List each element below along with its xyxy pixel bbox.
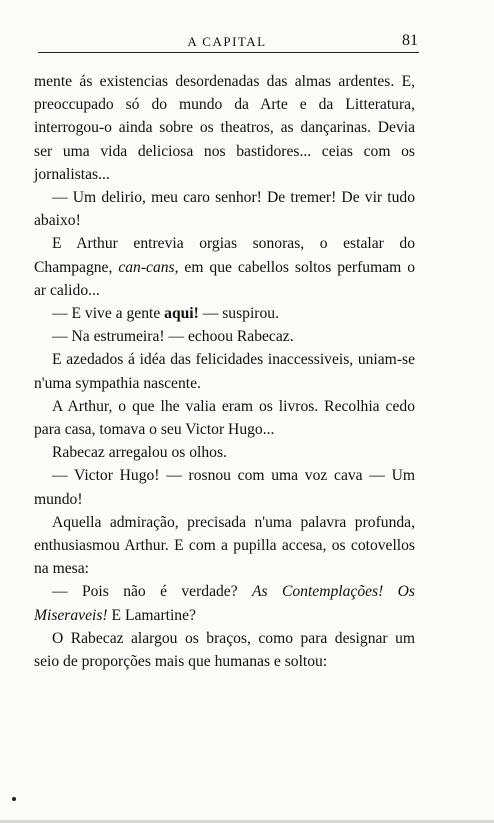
paragraph-text: — Pois não é verdade? xyxy=(52,583,252,601)
paragraph-text: E Arthur entrevia orgias sonoras, o estalar do Champagne, xyxy=(34,235,415,276)
paragraph xyxy=(34,232,415,302)
italic-phrase: can-cans xyxy=(118,258,175,276)
paragraph xyxy=(34,441,415,464)
italic-phrase: As Contemplações! Os Miseraveis! xyxy=(34,583,415,624)
paragraph-text: O Rabecaz alargou os braços, como para designar um seio de proporções mais que humanas e soltou: xyxy=(34,629,415,671)
paragraph-text: Aquella admiração, precisada n'uma palavra profunda, enthusiasmou Arthur. E com a pupilla accesa, os cotovellos na mesa: xyxy=(34,513,415,578)
paragraph xyxy=(34,325,415,348)
paragraph-text: Rabecaz arregalou os olhos. xyxy=(52,444,227,462)
running-header xyxy=(38,30,416,52)
paragraph-text: E Lamartine? xyxy=(107,606,196,624)
paragraph-text: — E vive a gente xyxy=(52,305,165,323)
paragraph-text: — Victor Hugo! — rosnou com uma voz cava — Um mundo! xyxy=(34,467,415,508)
paragraph xyxy=(34,302,415,325)
paragraph xyxy=(34,70,415,186)
paragraph-text: A Arthur, o que lhe valia eram os livros. Recolhia cedo para casa, tomava o seu Victor Hugo... xyxy=(34,397,415,439)
ink-speck xyxy=(12,797,16,801)
paragraph-text: — Na estrumeira! — echoou Rabecaz. xyxy=(52,328,294,346)
paragraph xyxy=(34,627,415,673)
header-rule xyxy=(38,52,419,53)
paragraph xyxy=(34,348,415,394)
paragraph xyxy=(34,580,415,626)
paragraph-text: mente ás existencias desordenadas das almas ardentes. E, preoccupado só do mundo da Arte e da Litteratura, interrogou-o ainda sobre os theatros, as dançarinas. Devia ser uma vida deliciosa nos bastidores... ceias com os jornalistas... xyxy=(34,73,415,183)
page-number: 81 xyxy=(402,32,418,49)
paragraph xyxy=(34,186,415,232)
bold-phrase: aqui! xyxy=(164,305,199,323)
paragraph xyxy=(34,464,415,510)
paragraph-text: E azedados á idéa das felicidades inaccessiveis, uniam-se n'uma sympathia nascente. xyxy=(34,351,415,392)
body-text xyxy=(34,70,415,673)
paragraph xyxy=(34,395,415,441)
paragraph-text: — suspirou. xyxy=(198,305,279,323)
running-title: A CAPITAL xyxy=(187,34,267,49)
paragraph-text: — Um delirio, meu caro senhor! De tremer! De vir tudo abaixo! xyxy=(34,189,415,230)
paragraph xyxy=(34,511,415,581)
paragraph-text: , em que cabellos soltos perfumam o ar calido... xyxy=(34,258,416,299)
